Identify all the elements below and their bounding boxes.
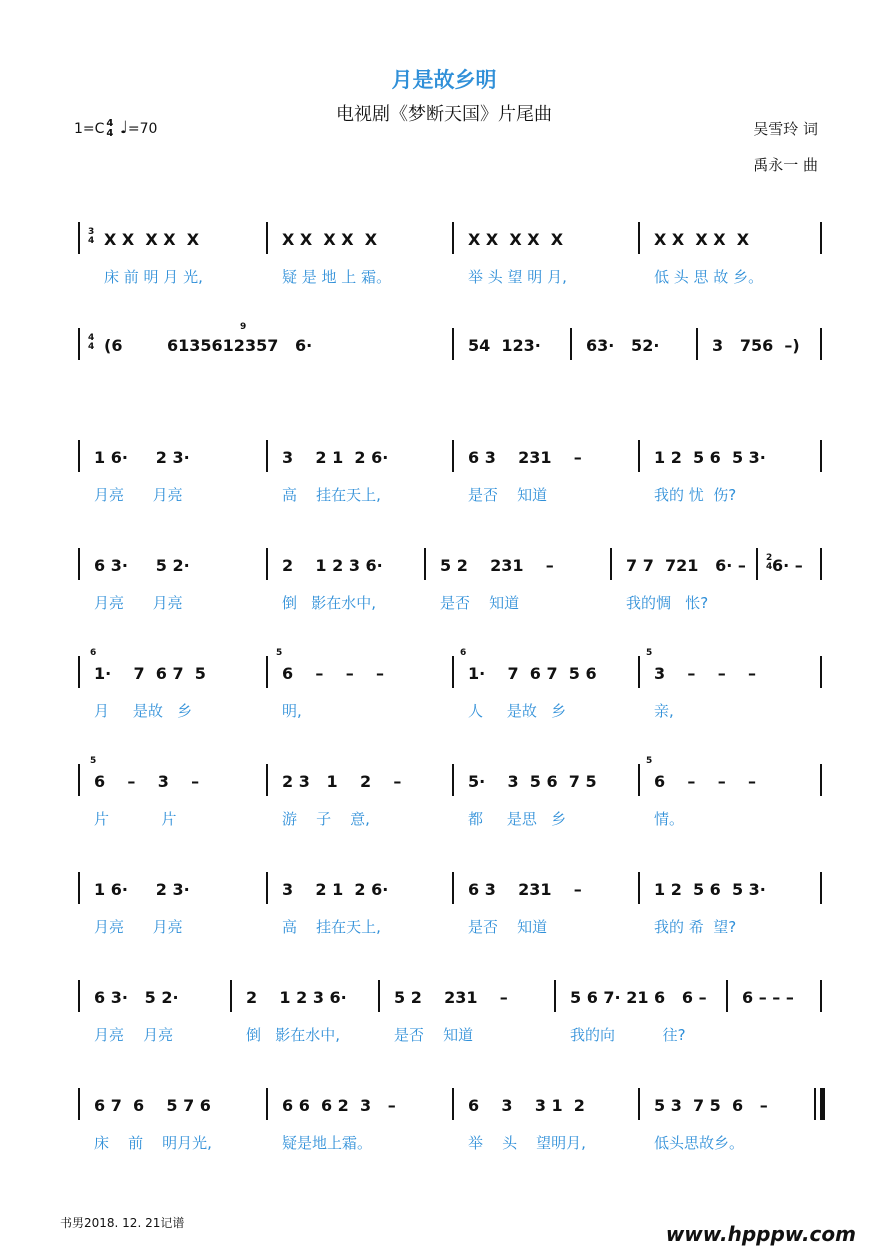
bar-line bbox=[78, 222, 80, 254]
measure-lyric: 月亮 月亮 bbox=[94, 486, 183, 504]
measure-notes: 5 3 7 5 6 – bbox=[654, 1096, 768, 1115]
bar-line bbox=[814, 1088, 816, 1120]
measure-notes: 2 3 1 2 – bbox=[282, 772, 402, 791]
bar-line bbox=[266, 548, 268, 580]
measure-lyric: 倒 影在水中, bbox=[282, 594, 377, 612]
bar-line bbox=[452, 656, 454, 688]
bar-line bbox=[78, 328, 80, 360]
bar-line bbox=[820, 872, 822, 904]
time-signature bbox=[88, 334, 94, 352]
bar-line bbox=[452, 222, 454, 254]
measure-lyric: 高 挂在天上, bbox=[282, 486, 381, 504]
song-subtitle: 电视剧《梦断天国》片尾曲 bbox=[336, 104, 552, 125]
measure-notes: 1 6· 2 3· bbox=[94, 448, 190, 467]
measure-lyric: 疑是地上霜。 bbox=[282, 1134, 373, 1152]
measure-notes: 54 123· bbox=[468, 336, 541, 355]
measure-lyric: 我的惆 怅? bbox=[626, 594, 709, 612]
grace-note: 5 bbox=[90, 756, 97, 766]
measure-notes: 63· 52· bbox=[586, 336, 660, 355]
measure-lyric: 月亮 月亮 bbox=[94, 1026, 174, 1044]
time-top: 4 bbox=[106, 118, 114, 129]
time-signature bbox=[88, 228, 94, 246]
measure-lyric: 低 头 思 故 乡。 bbox=[654, 268, 764, 286]
bar-line bbox=[820, 328, 822, 360]
measure-notes: 1· 7 6 7 5 bbox=[94, 664, 206, 683]
score-row bbox=[0, 980, 888, 1070]
measure-notes: 5 2 231 – bbox=[394, 988, 508, 1007]
bar-line bbox=[78, 656, 80, 688]
quarter-note-icon: ♩ bbox=[119, 118, 128, 138]
key-time-signature bbox=[106, 119, 113, 139]
measure-lyric: 我的向 往? bbox=[570, 1026, 686, 1044]
measure-notes: 6 – 3 – bbox=[94, 772, 200, 791]
measure-notes: 6 – – – bbox=[654, 772, 756, 791]
measure-lyric: 都 是思 乡 bbox=[468, 810, 567, 828]
measure-notes: (6 6135612357 6· bbox=[104, 336, 313, 355]
time-bottom: 4 bbox=[88, 236, 95, 246]
bar-line bbox=[452, 764, 454, 796]
measure-lyric: 举 头 望明月, bbox=[468, 1134, 586, 1152]
measure-lyric: 疑 是 地 上 霜。 bbox=[282, 268, 392, 286]
measure-lyric: 是否 知道 bbox=[394, 1026, 474, 1044]
bar-line bbox=[820, 1088, 825, 1120]
lyricist-credit: 吴雪玲 词 bbox=[753, 120, 818, 138]
measure-lyric: 举 头 望 明 月, bbox=[468, 268, 567, 286]
transcriber-note: 书男2018. 12. 21记谱 bbox=[60, 1216, 185, 1230]
measure-notes: 3 2 1 2 6· bbox=[282, 448, 389, 467]
measure-lyric: 我的 希 望? bbox=[654, 918, 737, 936]
bar-line bbox=[696, 328, 698, 360]
score-row bbox=[0, 440, 888, 530]
bar-line bbox=[266, 1088, 268, 1120]
measure-notes: 6 – – – bbox=[742, 988, 794, 1007]
measure-notes: 6 3· 5 2· bbox=[94, 556, 190, 575]
song-title: 月是故乡明 bbox=[391, 68, 497, 92]
bar-line bbox=[424, 548, 426, 580]
key-tempo bbox=[74, 118, 157, 139]
bar-line bbox=[638, 872, 640, 904]
score-row bbox=[0, 222, 888, 312]
score-row bbox=[0, 872, 888, 962]
bar-line bbox=[266, 872, 268, 904]
measure-notes: 6 3 3 1 2 bbox=[468, 1096, 585, 1115]
bar-line bbox=[78, 764, 80, 796]
bar-line bbox=[726, 980, 728, 1012]
composer-credit: 禹永一 曲 bbox=[753, 156, 818, 174]
measure-notes: X X X X X bbox=[468, 230, 564, 249]
measure-lyric: 情。 bbox=[654, 810, 685, 828]
bar-line bbox=[638, 222, 640, 254]
measure-notes: 6 3 231 – bbox=[468, 448, 582, 467]
measure-lyric: 游 子 意, bbox=[282, 810, 370, 828]
site-watermark: www.hpppw.com bbox=[665, 1222, 856, 1246]
grace-note: 5 bbox=[646, 756, 653, 766]
measure-notes: 6· – bbox=[772, 556, 803, 575]
measure-notes: 6 3· 5 2· bbox=[94, 988, 179, 1007]
bar-line bbox=[820, 548, 822, 580]
bar-line bbox=[452, 328, 454, 360]
measure-lyric: 是否 知道 bbox=[440, 594, 520, 612]
score-row bbox=[0, 648, 888, 746]
bar-line bbox=[230, 980, 232, 1012]
measure-lyric: 月 是故 乡 bbox=[94, 702, 193, 720]
measure-lyric: 床 前 明 月 光, bbox=[104, 268, 203, 286]
measure-notes: 7 7 721 6· – bbox=[626, 556, 746, 575]
bar-line bbox=[554, 980, 556, 1012]
measure-notes: X X X X X bbox=[104, 230, 200, 249]
score-row bbox=[0, 548, 888, 638]
grace-note: 5 bbox=[276, 648, 283, 658]
bar-line bbox=[78, 980, 80, 1012]
tuplet-number: 9 bbox=[240, 322, 247, 332]
measure-notes: 3 – – – bbox=[654, 664, 756, 683]
measure-notes: 1 2 5 6 5 3· bbox=[654, 448, 766, 467]
bar-line bbox=[452, 440, 454, 472]
time-top: 2 bbox=[766, 553, 773, 563]
measure-notes: 3 756 –) bbox=[712, 336, 800, 355]
bar-line bbox=[78, 440, 80, 472]
measure-lyric: 是否 知道 bbox=[468, 918, 548, 936]
bar-line bbox=[638, 1088, 640, 1120]
measure-lyric: 月亮 月亮 bbox=[94, 594, 183, 612]
measure-lyric: 月亮 月亮 bbox=[94, 918, 183, 936]
measure-notes: 1 6· 2 3· bbox=[94, 880, 190, 899]
time-top: 3 bbox=[88, 227, 95, 237]
bar-line bbox=[756, 548, 758, 580]
measure-notes: 5 6 7· 21 6 6 – bbox=[570, 988, 707, 1007]
measure-lyric: 床 前 明月光, bbox=[94, 1134, 212, 1152]
bar-line bbox=[820, 222, 822, 254]
measure-lyric: 我的 忧 伤? bbox=[654, 486, 737, 504]
score-row bbox=[0, 322, 888, 418]
time-bottom: 4 bbox=[766, 562, 773, 572]
measure-notes: 6 6 6 2 3 – bbox=[282, 1096, 396, 1115]
bar-line bbox=[638, 764, 640, 796]
bar-line bbox=[820, 440, 822, 472]
time-top: 4 bbox=[88, 333, 95, 343]
grace-note: 6 bbox=[90, 648, 97, 658]
measure-notes: 2 1 2 3 6· bbox=[282, 556, 383, 575]
measure-notes: 5· 3 5 6 7 5 bbox=[468, 772, 597, 791]
bar-line bbox=[78, 1088, 80, 1120]
bar-line bbox=[266, 440, 268, 472]
tempo-value: =70 bbox=[127, 121, 158, 137]
bar-line bbox=[820, 656, 822, 688]
measure-notes: 6 7 6 5 7 6 bbox=[94, 1096, 211, 1115]
measure-notes: 5 2 231 – bbox=[440, 556, 554, 575]
bar-line bbox=[452, 872, 454, 904]
bar-line bbox=[266, 222, 268, 254]
measure-lyric: 亲, bbox=[654, 702, 674, 720]
measure-lyric: 是否 知道 bbox=[468, 486, 548, 504]
measure-lyric: 低头思故乡。 bbox=[654, 1134, 745, 1152]
score-row bbox=[0, 756, 888, 854]
key-signature: 1=C bbox=[74, 121, 105, 137]
time-bottom: 4 bbox=[106, 128, 114, 139]
measure-notes: X X X X X bbox=[654, 230, 750, 249]
measure-notes: 2 1 2 3 6· bbox=[246, 988, 347, 1007]
bar-line bbox=[638, 440, 640, 472]
bar-line bbox=[266, 764, 268, 796]
time-signature bbox=[766, 554, 772, 572]
bar-line bbox=[638, 656, 640, 688]
bar-line bbox=[78, 872, 80, 904]
measure-notes: 6 – – – bbox=[282, 664, 384, 683]
bar-line bbox=[570, 328, 572, 360]
bar-line bbox=[610, 548, 612, 580]
measure-notes: X X X X X bbox=[282, 230, 378, 249]
measure-lyric: 高 挂在天上, bbox=[282, 918, 381, 936]
measure-lyric: 倒 影在水中, bbox=[246, 1026, 341, 1044]
bar-line bbox=[378, 980, 380, 1012]
measure-lyric: 片 片 bbox=[94, 810, 177, 828]
bar-line bbox=[78, 548, 80, 580]
measure-notes: 6 3 231 – bbox=[468, 880, 582, 899]
bar-line bbox=[266, 656, 268, 688]
grace-note: 6 bbox=[460, 648, 467, 658]
bar-line bbox=[452, 1088, 454, 1120]
measure-notes: 3 2 1 2 6· bbox=[282, 880, 389, 899]
grace-note: 5 bbox=[646, 648, 653, 658]
measure-lyric: 人 是故 乡 bbox=[468, 702, 567, 720]
bar-line bbox=[820, 764, 822, 796]
bar-line bbox=[820, 980, 822, 1012]
measure-lyric: 明, bbox=[282, 702, 302, 720]
time-bottom: 4 bbox=[88, 342, 95, 352]
score-row bbox=[0, 1088, 888, 1178]
measure-notes: 1 2 5 6 5 3· bbox=[654, 880, 766, 899]
measure-notes: 1· 7 6 7 5 6 bbox=[468, 664, 597, 683]
